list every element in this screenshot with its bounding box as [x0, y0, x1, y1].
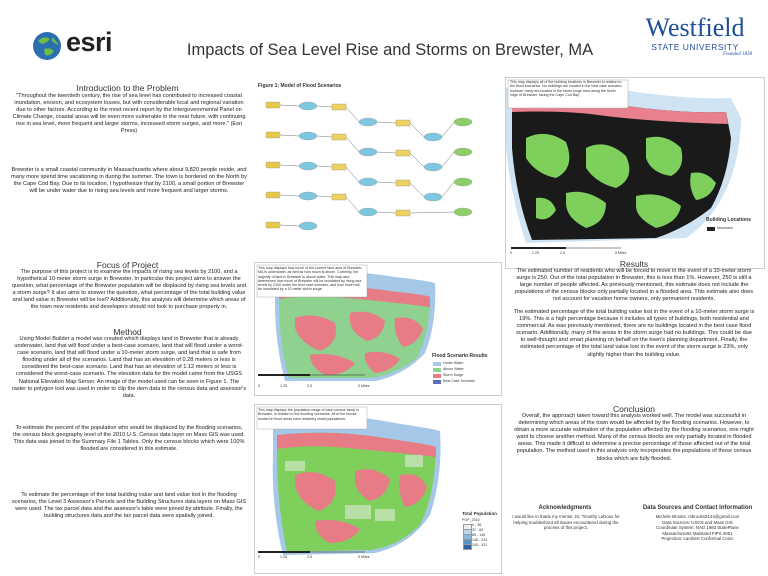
map-3-legend-4: 245 - 431: [472, 543, 488, 547]
map-1-scale-0: 0: [510, 251, 512, 255]
map-3-description: This map displays the population range of each census block in Brewster, in relation to the flooding scenarios. All of the blocks located in flood areas have relatively small populations.: [258, 408, 359, 421]
results-heading: Results: [619, 259, 649, 269]
map-2-legend-under-water: Under Water: [443, 361, 464, 365]
map-1-legend-title: Building Locations: [706, 217, 751, 223]
map-3-legend-swatch-4: [463, 544, 472, 550]
map-2-scale-0: 0: [258, 384, 260, 388]
map-2-legend-swatch-under-water: [433, 362, 441, 366]
map-3-legend-2: 85 - 145: [472, 533, 486, 537]
sources-line-1: Michele Brooks, mbrooks3144@gmail.com: [655, 514, 740, 519]
map-3-legend-0: 0 - 36: [472, 523, 482, 527]
map-2-scale-2: 2.5: [307, 384, 312, 388]
map-3-scale-2: 2.5: [307, 555, 312, 559]
map-2-scale-3: 5 Miles: [358, 384, 370, 388]
map-2-legend-swatch-best-case: [433, 380, 441, 384]
map-1-legend-label: structures: [717, 226, 733, 230]
wsu-logo: [630, 14, 760, 74]
map-1-scale-3: 5 Miles: [615, 251, 627, 255]
focus-heading: Focus of Project: [96, 260, 159, 270]
map-3-scale-1: 1.25: [280, 555, 287, 559]
results-paragraph-1: The estimated number of residents who will be forced to move in the event of a 10-meter storm surge is 250. Out of the total population in Brewster, this is less than 1%. However, 250 is still a large number of people affected. As previously mentioned, this estimate does not include the populations of the census blocks only partially located in a flooded area. This estimate also does not account for vacation home owners, only permanent residents.: [514, 268, 754, 303]
intro-paragraph-2: Brewster is a small coastal community in Massachusetts where about 9,820 people reside, and many more spend time vacationing in during the summer. The town is bordered on the North by the Cape Cod Bay. Due to its location, I hypothesize that by 2100, a small portion of Brewster will be under water due to rising sea levels and more frequent and larger storms.: [11, 167, 247, 195]
map-2-legend-storm-surge: Storm Surge: [443, 373, 464, 377]
wsu-logo-subtitle: STATE UNIVERSITY: [651, 42, 739, 52]
esri-logo: esri: [30, 29, 130, 63]
map-3-legend-subtitle: POP_2010: [462, 518, 480, 522]
method-paragraph-1: Using Model Builder a model was created which displays land in Brewster that is already underwater, land that will flood under a best-case scenario, land that will flood under a worst-case scenario, land that will flood under a 10-meter storm surge, and land that is safe from flooding under all of the scenarios. Land that has an elevation of 0.28 meters or less is considered the best-case scenario. Land that has an elevation of 1.12 meters or less is considered the worst-case scenario. The elevation data for the model came from the USGS National Elevation Map Server. An image of the model used can be seen in Figure 1. The raster to polygon tool was used in order to clip the dem data to the census data and assessor's data.: [11, 336, 247, 399]
wsu-logo-name: Westfield: [645, 13, 745, 42]
map-3-legend-1: 37 - 84: [472, 528, 484, 532]
focus-paragraph: The purpose of this project is to examine the impacts of rising sea levels by 2100, and a hypothetical 10-meter storm surge in Brewster. In particular this project aims to answer the question, what percentage of the Brewster population will be displaced by rising sea levels and a storm surge? It also aims to answer the question, what percentage of the total building value and land value in Brewster will be lost? Additionally, this analysis will determine which areas of the town new residents and developers should not look to purchase property in.: [11, 269, 247, 311]
map-2-legend-title: Flood Scenario Results: [432, 353, 488, 359]
map-3-scale-0: 0: [258, 555, 260, 559]
intro-heading: Introduction to the Problem: [76, 83, 179, 93]
map-2-description: This map displays how much of the current land area of Brewster, MA is underwater, as well as how much is above. Currently, the majority of land in Brewster is above water. This map also determines how much of Brewster will be inundated by rising sea levels by 2100 under the best case scenario, and how much will be inundated by a 10 meter storm surge.: [258, 266, 363, 292]
figure-1-caption: Figure 1: Model of Flood Scenarios: [258, 83, 342, 89]
sources-line-5: Projection: Lambert Conformal Conic: [661, 536, 734, 542]
sources-line-3: Coordinate System: NAD 1983 StatePlane: [656, 525, 739, 531]
map-3-legend-title: Total Population: [462, 511, 497, 516]
conclusion-heading: Conclusion: [612, 404, 656, 414]
model-diagram: [258, 92, 486, 252]
map-2-legend-swatch-storm-surge: [433, 374, 441, 378]
building-locations-map: [506, 78, 762, 266]
sources-line-2: Data Sources: USGS and Mass GIS: [662, 519, 733, 525]
map-1-legend-swatch: [707, 227, 715, 231]
map-3-scale-3: 5 Miles: [358, 555, 370, 559]
acknowledgments-heading: Acknowledgments: [538, 505, 592, 511]
map-1-description: This map displays all of the building locations in Brewster in relation to the flood scenarios. No buildings are located in the best case scenario, however many are located in the storm surge area along the North edge of Brewster, facing the Cape Cod Bay.: [510, 80, 623, 97]
sources-list: [630, 514, 765, 542]
acknowledgments-text: I would like to thank my mentor, Dr. Timothy LeDoux for helping troubleshoot all issues encountered during the process of this project.: [512, 514, 620, 531]
map-1-scale-1: 1.25: [532, 251, 539, 255]
method-paragraph-3: To estimate the percentage of the total building value and land value lost in the flooding scenarios, the Level 3 Assessor's Parcels and the Building Structures data layers on Mass GIS were used. The tax parcel data and the assessor's table were joined by attribute. Finally, the building structures data and the tax parcel data were spatially joined.: [11, 492, 247, 520]
page-title: Impacts of Sea Level Rise and Storms on Brewster, MA: [186, 41, 594, 59]
results-paragraph-2: The estimated percentage of the total building value lost in the event of a 10-meter storm surge is 19%. This is a high percentage because it includes all types of buildings, both residential and commercial. As was previously mentioned, there are no buildings located in the best case flood scenario. Additionally, many of the areas in the storm surge had no buildings. This could be due to well-thought and smart planning on behalf on the town's planning department. Finally, the estimated percentage of the total land value lost in the event of the storm surge is 23%, only slightly higher than the building value.: [513, 309, 755, 358]
conclusion-paragraph: Overall, the approach taken toward this analysis worked well. The model was successful in determining which areas of the town would be affected by the flooding scenarios. However, to obtain a more accurate estimation of the population affected by the flooding scenarios, one might want to choose another method. Many of the census blocks are only partially located in flooded areas. This made it difficult to determine a precise percentage of those affected out of the total population. The method used in this analysis only incorporates the populations of those census blocks which are fully flooded.: [514, 413, 754, 462]
method-heading: Method: [113, 327, 142, 337]
map-2-legend-above-water: Above Water: [443, 367, 464, 371]
wsu-logo-founded: Founded 1838: [722, 52, 752, 57]
map-2-legend-best-case: Best Case Scenario: [443, 379, 475, 383]
map-3-legend-3: 146 - 244: [472, 538, 488, 542]
sources-line-4: Massachusetts Mainland FIPS 2001: [662, 530, 733, 536]
intro-paragraph-1: "Throughout the twentieth century, the rise of sea level has contributed to increased coastal inundation, erosion, and ecosystem losses, but with considerable local and regional variation due to other factors. According to the most recent report by the Intergovernmental Panel on Climate Change, coastal areas will be even more vulnerable in the near future, with continuing rise in sea level, more frequent and larger storms, increased storm surges, and more." (Esri Press): [12, 93, 246, 135]
map-2-legend-swatch-above-water: [433, 368, 441, 372]
sources-heading: Data Sources and Contact Information: [642, 505, 753, 511]
method-paragraph-2: To estimate the percent of the population who would be displaced by the flooding scenarios, the census block geography level of the 2010 U.S. Census data layer on Mass GIS was used. This data was joined to the Summary File 1 Tables. Only the census blocks which were 100% flooded are considered in this estimate.: [13, 425, 245, 453]
map-1-scale-2: 2.5: [560, 251, 565, 255]
map-2-scale-1: 1.25: [280, 384, 287, 388]
